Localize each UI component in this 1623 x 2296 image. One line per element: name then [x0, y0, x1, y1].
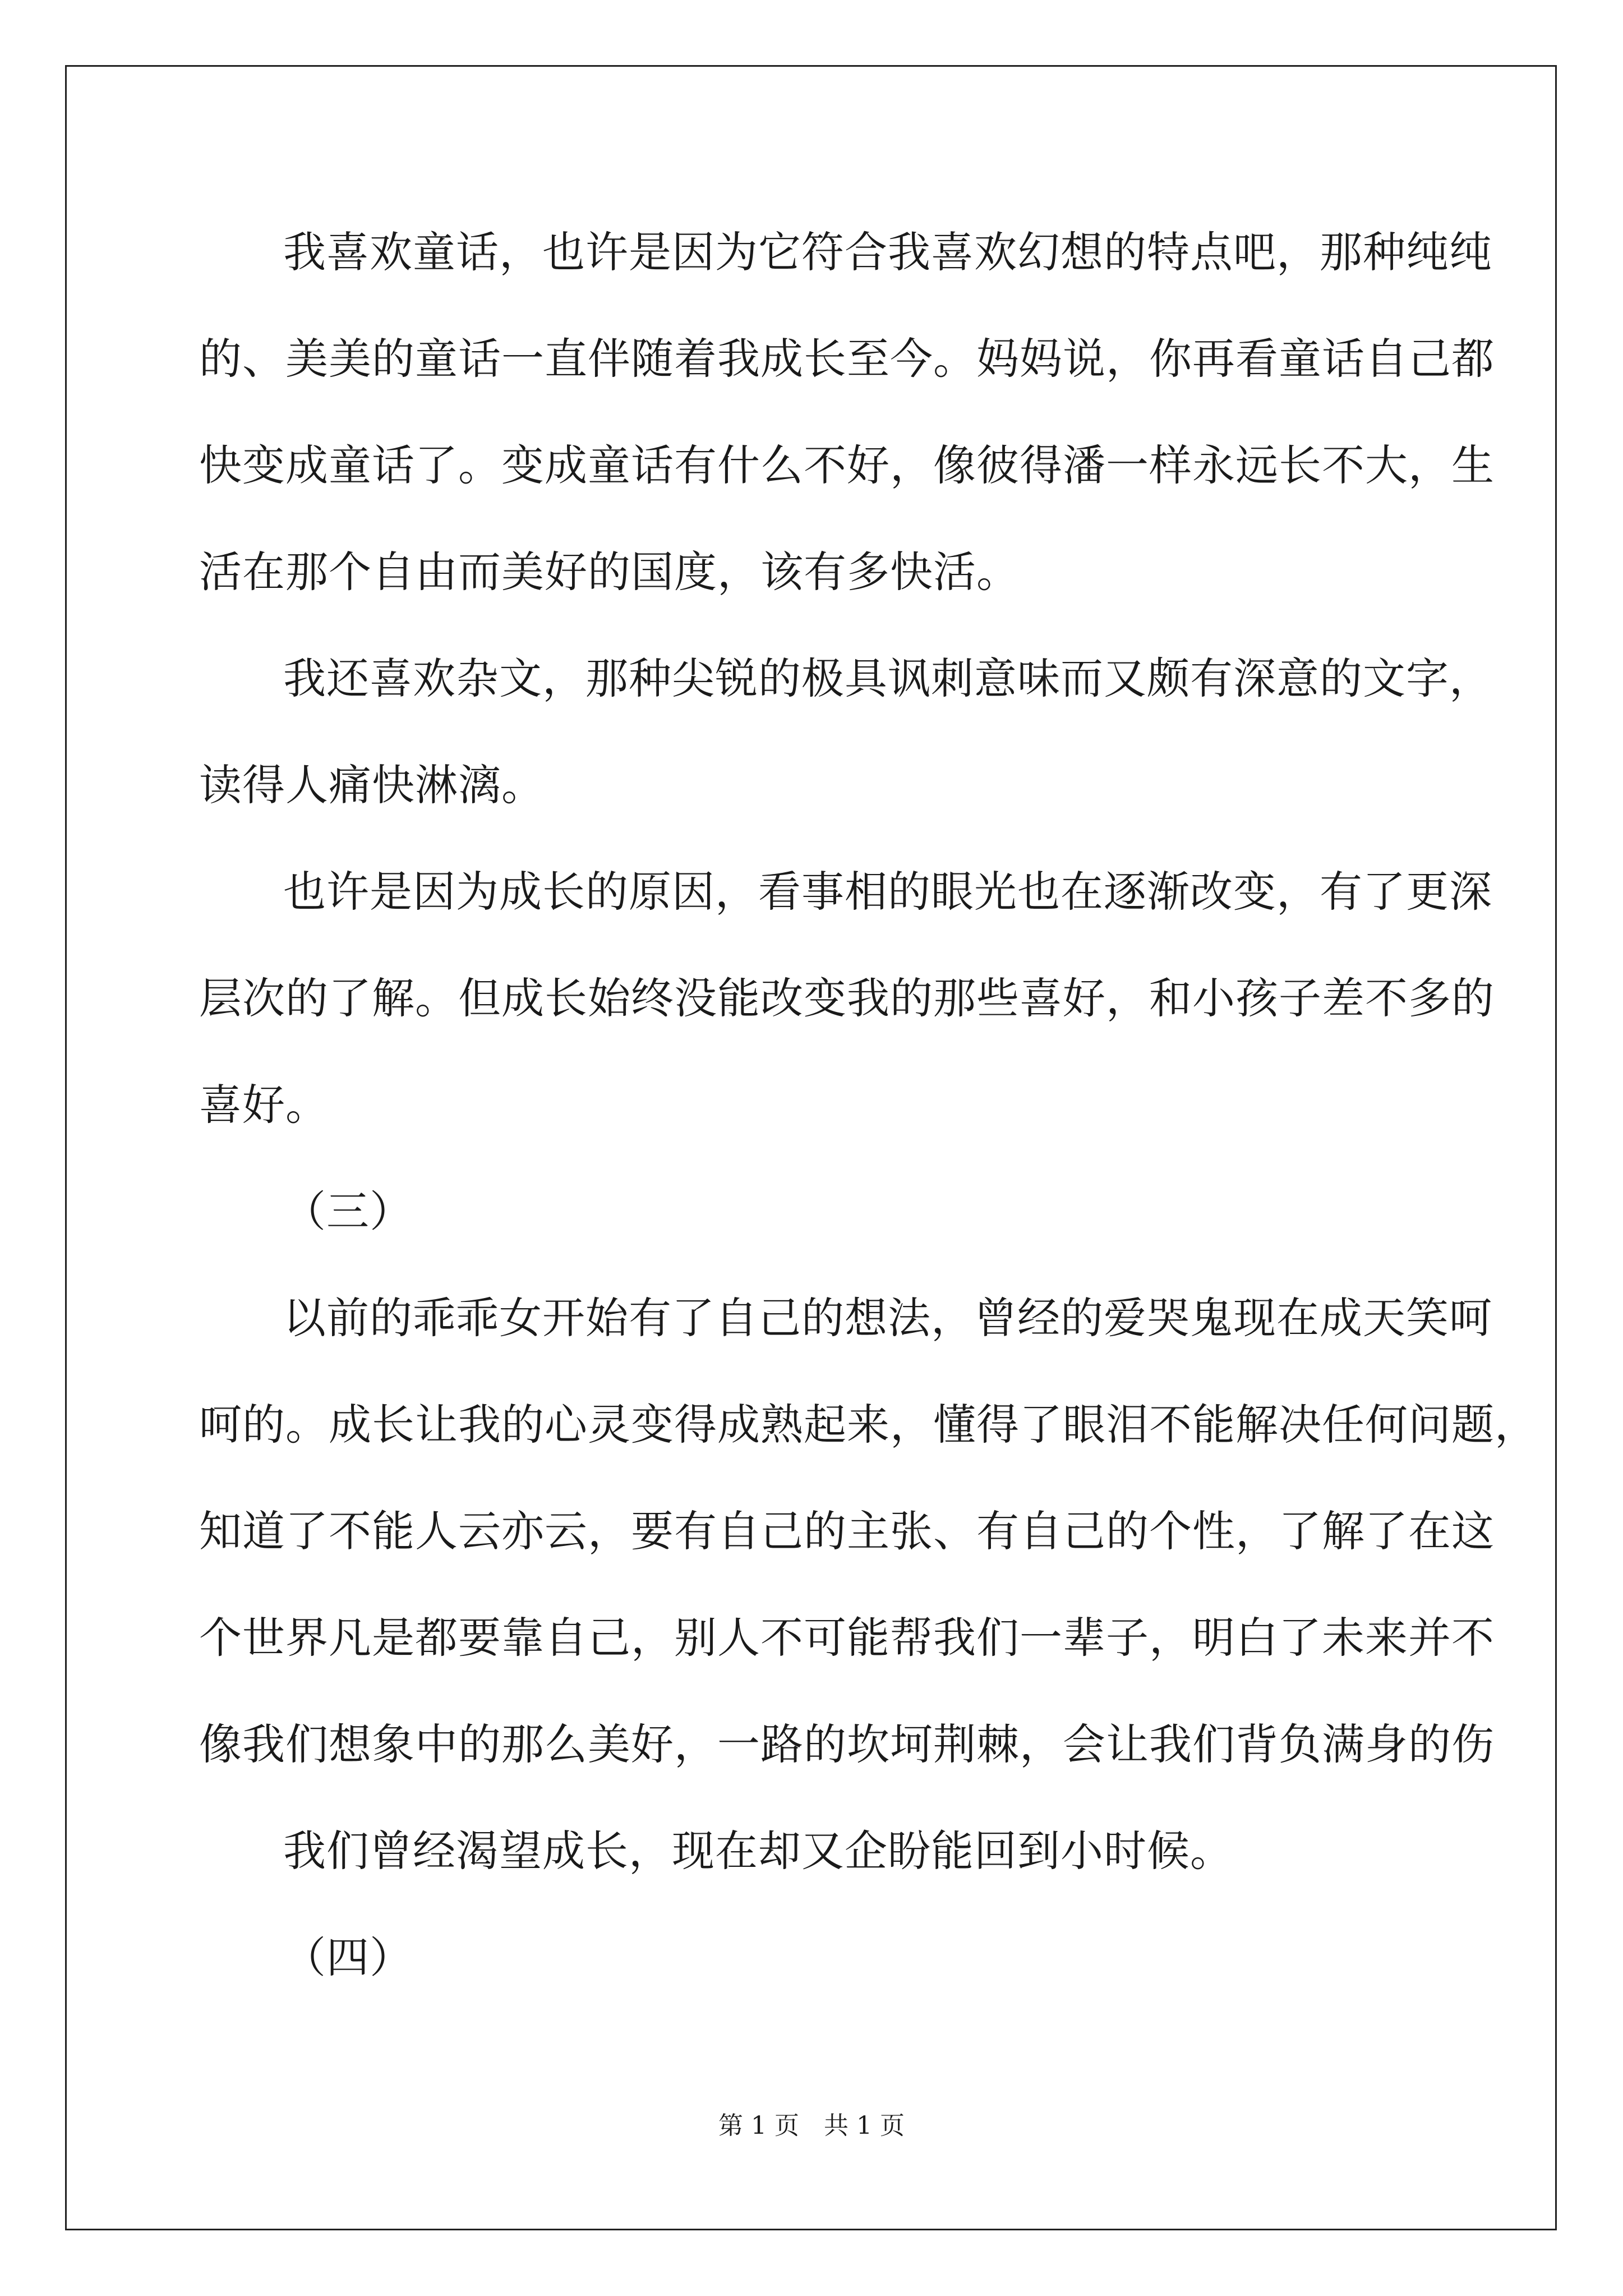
- paragraph-line: 活在那个自由而美好的国度，该有多快活。: [199, 547, 1020, 597]
- paragraph-line: 快变成童话了。变成童话有什么不好，像彼得潘一样永远长不大，生: [199, 440, 1495, 490]
- paragraph-line: 我们曾经渴望成长，现在却又企盼能回到小时候。: [283, 1826, 1233, 1876]
- page-number-footer: 第 1 页 共 1 页: [718, 2111, 905, 2140]
- document-body: [199, 219, 1538, 2031]
- paragraph-line: 个世界凡是都要靠自己，别人不可能帮我们一辈子，明白了未来并不: [199, 1613, 1495, 1663]
- paragraph-line: 也许是因为成长的原因，看事相的眼光也在逐渐改变，有了更深: [283, 867, 1492, 917]
- paragraph-line: 层次的了解。但成长始终没能改变我的那些喜好，和小孩子差不多的: [199, 973, 1495, 1023]
- paragraph-line: 读得人痛快淋漓。: [199, 760, 545, 810]
- paragraph-line: 的、美美的童话一直伴随着我成长至今。妈妈说，你再看童话自己都: [199, 334, 1495, 384]
- paragraph-line: 我喜欢童话，也许是因为它符合我喜欢幻想的特点吧，那种纯纯: [283, 227, 1492, 277]
- paragraph-line: 呵的。成长让我的心灵变得成熟起来，懂得了眼泪不能解决任何问题，: [199, 1400, 1538, 1450]
- paragraph-line: 像我们想象中的那么美好，一路的坎坷荆棘，会让我们背负满身的伤: [199, 1719, 1495, 1769]
- paragraph-line: 我还喜欢杂文，那种尖锐的极具讽刺意味而又颇有深意的文字，: [283, 654, 1492, 703]
- section-heading: （四）: [283, 1932, 413, 1982]
- paragraph-line: 知道了不能人云亦云，要有自己的主张、有自己的个性，了解了在这: [199, 1506, 1495, 1556]
- paragraph-line: 喜好。: [199, 1080, 329, 1130]
- section-heading: （三）: [283, 1186, 413, 1236]
- paragraph-line: 以前的乖乖女开始有了自己的想法，曾经的爱哭鬼现在成天笑呵: [283, 1293, 1492, 1343]
